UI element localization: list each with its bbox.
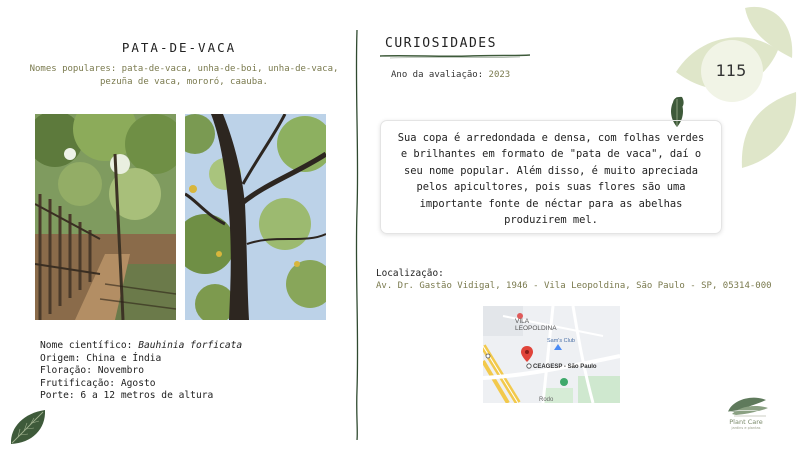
vertical-divider xyxy=(352,30,362,440)
plant-title: PATA-DE-VACA xyxy=(121,40,237,55)
fact-scientific-name xyxy=(40,340,242,353)
year-label: Ano da avaliação: xyxy=(391,70,489,80)
fact-size: Porte: 6 a 12 metros de altura xyxy=(40,390,214,401)
description-text: Sua copa é arredondada e densa, com folhas verdes e brilhantes em formato de "pata de vaca", daí o seu nome popular. Além disso, é muito apreciada pelos apicultores, pois suas flores são uma importante fonte de néctar para as abelhas produzirem mel. xyxy=(397,132,705,227)
location-address: Av. Dr. Gastão Vidigal, 1946 - Vila Leopoldina, São Paulo - SP, 05314-000 xyxy=(376,281,772,291)
tree-photo-trunk xyxy=(185,114,326,320)
map-district: VILA xyxy=(515,318,530,325)
fact-fruiting: Frutificação: Agosto xyxy=(40,377,156,389)
plant-facts xyxy=(40,340,242,403)
title-underline xyxy=(380,52,530,60)
fact-scientific-value: Bauhinia forficata xyxy=(138,340,243,351)
map-store-label: Sam's Club xyxy=(547,338,575,344)
location-map[interactable] xyxy=(483,306,620,403)
map-district-2: LEOPOLDINA xyxy=(515,325,557,332)
location-label: Localização: xyxy=(376,268,444,279)
curiosities-title: CURIOSIDADES xyxy=(385,36,497,51)
logo-tagline: jardins e plantas xyxy=(731,426,761,430)
fact-scientific-label: Nome científico: xyxy=(40,340,139,351)
popular-names: Nomes populares: pata-de-vaca, unha-de-boi, unha-de-vaca, pezuña de vaca, mororó, caauba. xyxy=(29,64,339,87)
evaluation-year xyxy=(391,70,510,80)
tree-photo-path xyxy=(35,114,176,320)
fact-flowering: Floração: Novembro xyxy=(40,365,144,376)
logo-name: Plant Care xyxy=(729,418,763,426)
map-place-label: CEAGESP - São Paulo xyxy=(533,364,597,370)
plant-care-logo xyxy=(718,392,774,437)
map-road-label: Rodo xyxy=(539,397,554,403)
fact-origin: Origem: China e Índia xyxy=(40,352,162,364)
page-number: 115 xyxy=(715,61,747,80)
year-value: 2023 xyxy=(488,70,511,80)
description-box xyxy=(380,120,722,234)
leaf-icon-bottom-left xyxy=(8,407,48,447)
